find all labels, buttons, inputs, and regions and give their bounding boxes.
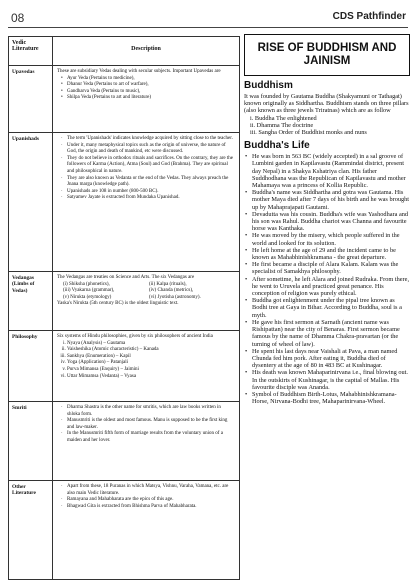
table-row bbox=[9, 133, 239, 272]
list-item: • Gandharva Veda (Pertains to music), bbox=[67, 89, 235, 96]
list-item: · Manusmriti is the oldest and most famous. Manu is supposed to be the first king and law-maker. bbox=[67, 418, 235, 431]
list-item: · In the Manusmriti fifth form of marriage results from the voluntary union of a maiden and her lover. bbox=[67, 431, 235, 444]
section-title: RISE OF BUDDHISM AND JAINISM bbox=[244, 34, 410, 76]
row-label: Philosophy bbox=[9, 331, 53, 401]
list-item: • Buddha's name was Siddhartha and gotra was Gautama. His mother Maya died after 7 days of his birth and he was brought up by Mahaprajapati Gautami. bbox=[252, 189, 410, 211]
vedanga-list bbox=[57, 282, 235, 302]
list-item: • Buddha got enlightenment under the pipal tree known as Bodhi tree at Gaya in Bihar. According to Buddha, soul is a myth. bbox=[252, 297, 410, 319]
list-item: • After sometime, he left Alara and joined Rudraka. From there, he went to Uruvela and practiced great penance. His conception of religion was purely ethical. bbox=[252, 276, 410, 298]
right-column bbox=[244, 34, 410, 405]
table-row bbox=[9, 481, 239, 580]
list-item: · Dharma Shastra is the other name for smritis, which are law books written in shloka form. bbox=[67, 405, 235, 418]
row-description bbox=[53, 66, 239, 132]
list-item: (ii) Kalpa (rituals), bbox=[149, 281, 187, 287]
buddha-life-list bbox=[244, 153, 410, 405]
list-item: • Shilpa Veda (Pertains to art and literature) bbox=[67, 95, 235, 102]
row-intro: These are subsidiary Vedas dealing with secular subjects. Important Upavedas are bbox=[57, 69, 221, 74]
list-item: (v) Nirukta (etymology) bbox=[63, 294, 112, 300]
list-item: • He first became a disciple of Alara Kalam. Kalam was the specialist of Samakhya philosophy. bbox=[252, 261, 410, 275]
list-item: · They do not believe in orthodox rituals and sacrifices. On the contrary, they are the followers of Karma (Action), Atma (Soul) and God (Brahma). They are spiritual and philosophical in nature. bbox=[67, 156, 235, 176]
triratna-list bbox=[244, 115, 410, 137]
vedic-literature-table bbox=[8, 36, 240, 580]
list-item: • He was moved by the misery, which people suffered in the world and looked for its solution. bbox=[252, 232, 410, 246]
table-row bbox=[9, 66, 239, 133]
list-item: • Dhanur Veda (Pertains to art of warfare), bbox=[67, 82, 235, 89]
table-row bbox=[9, 331, 239, 402]
col-header-description: Description bbox=[131, 46, 161, 52]
list-item: · They are also known as Vedanta or the end of the Vedas. They always preach the Jnana marga (knowledge path). bbox=[67, 176, 235, 189]
list-item: i. Nyaya (Analysis) – Gautama bbox=[67, 341, 235, 348]
page-number: 08 bbox=[11, 11, 25, 25]
row-outro: Yaska's Nirukta (5th century BC) is the oldest linguistic text. bbox=[57, 301, 179, 307]
row-description bbox=[53, 481, 239, 580]
list-item: ii. Vaisheshika (Atomic characteristic) – Kanada bbox=[67, 347, 235, 354]
table-row bbox=[9, 402, 239, 481]
buddhism-text: It was founded by Gautama Buddha (Shakyamuni or Tathagat) known originally as Siddhartha. Buddhism stands on three pillars (also known as three jewels Triratnas) which are as follow bbox=[244, 93, 409, 115]
list-item: • Ayur Veda (Pertains to medicine), bbox=[67, 76, 235, 83]
row-description bbox=[53, 272, 239, 330]
list-item: • He gave his first sermon at Sarnath (ancient name was Rishipattan) near the city of Benaras. First sermon became famous by the name of Dhamma Chakra-pravartan (or the turning of wheel of law). bbox=[252, 319, 410, 348]
row-description bbox=[53, 331, 239, 401]
list-item: · Bhagwad Gita is extracted from Bhishma Parva of Mahabharata. bbox=[67, 504, 235, 511]
buddhism-heading: Buddhism bbox=[244, 80, 293, 91]
header-rule bbox=[8, 27, 408, 28]
row-label: Upavedas bbox=[9, 66, 53, 132]
col-header-literature: Vedic Literature bbox=[9, 37, 53, 65]
table-header bbox=[9, 37, 239, 66]
list-item: • His death was known Mahaparinirvana i.e., final blowing out. In the outskirts of Kushinagar, is the capital of Mallas. His favourite disciple was Ananda. bbox=[252, 369, 410, 391]
brand-name: CDS Pathfinder bbox=[332, 11, 406, 22]
row-label: Vedangas (Limbs of Vedas) bbox=[9, 272, 53, 330]
list-item: • Symbol of Buddhism Birth-Lotus, Mahabhinishkramana-Horse, Nirvana-Bodhi tree, Mahaparinirvana-Wheel. bbox=[252, 391, 410, 405]
list-item: ii. Dhamma The doctrine bbox=[250, 121, 314, 129]
list-item: (i) Shiksha (phonetics), bbox=[63, 281, 110, 287]
page-header bbox=[0, 0, 416, 32]
row-label: Smriti bbox=[9, 402, 53, 480]
buddha-life-heading: Buddha's Life bbox=[244, 140, 310, 152]
list-item: vi. Uttar Mimamsa (Vedanta) – Vyasa bbox=[67, 374, 235, 381]
list-item: iii. Sankhya (Enumeration) – Kapil bbox=[67, 354, 235, 361]
row-intro: Six systems of Hindu philosophies, given by six philosophers of ancient India bbox=[57, 334, 213, 339]
list-item: • Devadutta was his cousin. Buddha's wife was Yashodhara and his son was Rahul. Buddha chariot was Channa and favourite horse was Kanthaka. bbox=[252, 211, 410, 233]
list-item: · The term 'Upanishads' indicates knowledge acquired by sitting close to the teacher. bbox=[67, 136, 235, 143]
list-item: iv. Yoga (Application) – Patanjali bbox=[67, 360, 235, 367]
list-item: • He spent his last days near Vaishali at Pava, a man named Chunda fed him pork. After eating it, Buddha died of dysentery at the age of 80 in 483 BC at Kushinagar. bbox=[252, 348, 410, 370]
row-description bbox=[53, 402, 239, 480]
list-item: • He was born in 563 BC (widely accepted) in a sal groove of Lumbini garden in Kapilavastu (Rammindai district, present day Nepal) in a Shakya Kshatriya clan. His father Suddhodhana was the Republican of Kapilavastu and mother Mahamaya was a princess of Kollia Republic. bbox=[252, 153, 410, 189]
list-item: · Ramayana and Mahabharata are the epics of this age. bbox=[67, 497, 235, 504]
row-label: Upanishads bbox=[9, 133, 53, 271]
list-item: • He left home at the age of 29 and the incident came to be known as Mahabhinishkramana - the great departure. bbox=[252, 247, 410, 261]
list-item: v. Purva Mimansa (Enquiry) – Jaimini bbox=[67, 367, 235, 374]
row-description bbox=[53, 133, 239, 271]
row-label: Other Literature bbox=[9, 481, 53, 580]
row-intro: The Vedangas are treaties on Science and Arts. The six Vedangas are bbox=[57, 275, 195, 280]
list-item: (vi) Jyotisha (astronomy). bbox=[149, 294, 201, 300]
list-item: · Under it, many metaphysical topics such as the origin of universe, the nature of God, the origin and death of mankind, etc were discussed. bbox=[67, 143, 235, 156]
list-item: (iv) Chanda (metrics), bbox=[149, 288, 194, 294]
list-item: iii. Sangha Order of Buddhist monks and nuns bbox=[250, 129, 367, 137]
list-item: · Apart from these, 18 Puranas in which Matsya, Vishnu, Varaha, Vamana, etc. are also main Vedic literature. bbox=[67, 484, 235, 497]
list-item: (iii) Vyakarna (grammar), bbox=[63, 288, 115, 294]
table-row bbox=[9, 272, 239, 331]
list-item: i. Buddha The enlightened bbox=[250, 114, 317, 122]
list-item: · Upanishads are 108 in number (800-500 BC). bbox=[67, 189, 235, 196]
list-item: · Satyamev Jayate is extracted from Mundaka Upanishad. bbox=[67, 195, 235, 202]
